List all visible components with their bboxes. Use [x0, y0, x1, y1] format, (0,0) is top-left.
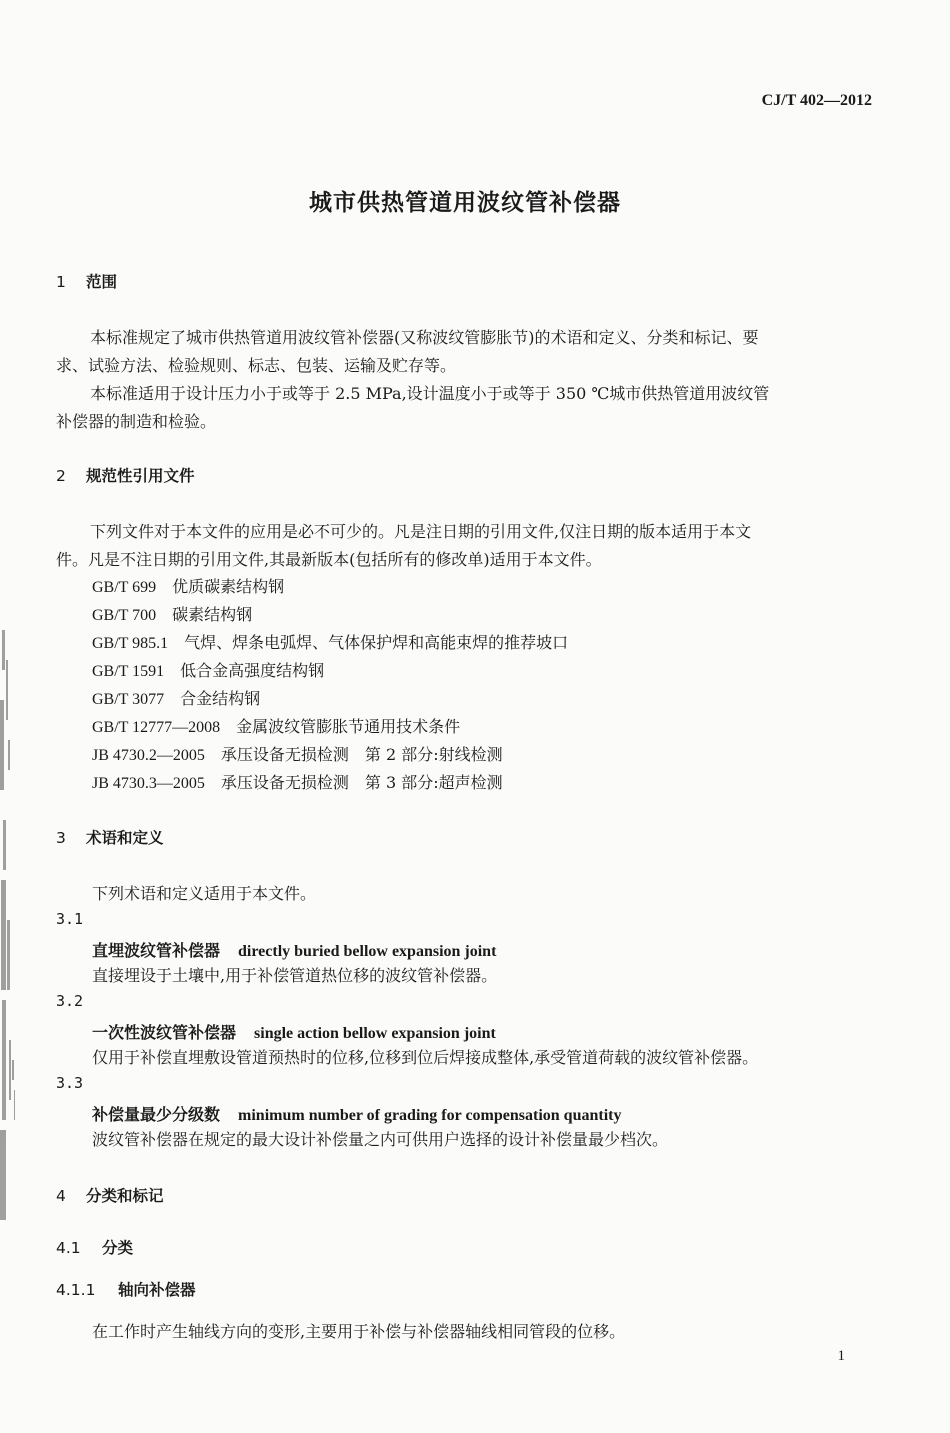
term-english: directly buried bellow expansion joint — [238, 943, 497, 960]
term-number: 3.1 — [56, 910, 84, 928]
reference-code: GB/T 12777—2008 — [92, 719, 221, 736]
term-definition: 波纹管补偿器在规定的最大设计补偿量之内可供用户选择的设计补偿量最少档次。 — [92, 1130, 669, 1149]
subsection-4-1-1-heading — [56, 1278, 196, 1300]
section-1-heading — [56, 270, 117, 292]
section-number: 3 — [56, 829, 66, 847]
paragraph-line: 本标准适用于设计压力小于或等于 2.5 MPa,设计温度小于或等于 350 ℃城市供热管道用波纹管 — [90, 384, 770, 403]
reference-code: JB 4730.3—2005 — [92, 775, 205, 792]
section-2-heading — [56, 464, 195, 486]
reference-code: GB/T 699 — [92, 579, 157, 596]
reference-name: 合金结构钢 — [180, 689, 261, 708]
paragraph-line: 补偿器的制造和检验。 — [56, 412, 217, 431]
reference-item — [92, 686, 260, 709]
term-english: minimum number of grading for compensation quantity — [238, 1107, 622, 1124]
reference-item — [92, 714, 460, 737]
section-number: 1 — [56, 273, 66, 291]
term-entry — [92, 938, 496, 961]
section-title: 范围 — [86, 273, 118, 291]
subsection-title: 分类 — [102, 1239, 134, 1257]
paragraph-line: 件。凡是不注日期的引用文件,其最新版本(包括所有的修改单)适用于本文件。 — [56, 550, 602, 569]
term-number: 3.2 — [56, 992, 84, 1010]
term-entry — [92, 1102, 621, 1125]
reference-code: GB/T 1591 — [92, 663, 165, 680]
term-chinese: 直埋波纹管补偿器 — [92, 941, 221, 960]
reference-item — [92, 574, 284, 597]
reference-item — [92, 658, 324, 681]
reference-code: JB 4730.2—2005 — [92, 747, 205, 764]
section-title: 术语和定义 — [86, 829, 164, 847]
term-chinese: 补偿量最少分级数 — [92, 1105, 221, 1124]
term-definition: 仅用于补偿直埋敷设管道预热时的位移,位移到位后焊接成整体,承受管道荷载的波纹管补偿器。 — [92, 1048, 759, 1067]
paragraph-line: 下列文件对于本文件的应用是必不可少的。凡是注日期的引用文件,仅注日期的版本适用于本文 — [90, 522, 752, 541]
reference-item — [92, 742, 503, 765]
reference-item — [92, 602, 252, 625]
reference-name: 承压设备无损检测 第 2 部分:射线检测 — [220, 745, 503, 764]
subsection-number: 4.1.1 — [56, 1281, 96, 1299]
subsection-number: 4.1 — [56, 1239, 81, 1257]
term-number: 3.3 — [56, 1074, 84, 1092]
section-number: 2 — [56, 467, 66, 485]
reference-code: GB/T 700 — [92, 607, 157, 624]
term-definition: 直接埋设于土壤中,用于补偿管道热位移的波纹管补偿器。 — [92, 966, 498, 985]
reference-item — [92, 770, 503, 793]
subsection-title: 轴向补偿器 — [118, 1281, 196, 1299]
paragraph-line: 本标准规定了城市供热管道用波纹管补偿器(又称波纹管膨胀节)的术语和定义、分类和标记、要 — [90, 328, 759, 347]
page-number: 1 — [837, 1348, 845, 1364]
standard-number: CJ/T 402—2012 — [761, 92, 872, 109]
paragraph-line: 下列术语和定义适用于本文件。 — [92, 884, 317, 903]
term-english: single action bellow expansion joint — [254, 1025, 496, 1042]
reference-name: 承压设备无损检测 第 3 部分:超声检测 — [220, 773, 503, 792]
reference-name: 金属波纹管膨胀节通用技术条件 — [236, 717, 461, 736]
subsection-4-1-heading — [56, 1236, 133, 1258]
reference-name: 低合金高强度结构钢 — [180, 661, 325, 680]
section-3-heading — [56, 826, 164, 848]
reference-name: 气焊、焊条电弧焊、气体保护焊和高能束焊的推荐坡口 — [184, 633, 569, 652]
section-title: 分类和标记 — [86, 1187, 164, 1205]
paragraph-line: 求、试验方法、检验规则、标志、包装、运输及贮存等。 — [56, 356, 457, 375]
reference-item — [92, 630, 568, 653]
reference-name: 优质碳素结构钢 — [172, 577, 285, 596]
section-title: 规范性引用文件 — [86, 467, 195, 485]
paragraph-line: 在工作时产生轴线方向的变形,主要用于补偿与补偿器轴线相同管段的位移。 — [92, 1322, 626, 1341]
section-number: 4 — [56, 1187, 66, 1205]
scan-noise-left-edge — [0, 620, 22, 1240]
term-entry — [92, 1020, 496, 1043]
document-title: 城市供热管道用波纹管补偿器 — [309, 190, 621, 216]
term-chinese: 一次性波纹管补偿器 — [92, 1023, 237, 1042]
reference-name: 碳素结构钢 — [172, 605, 253, 624]
reference-code: GB/T 3077 — [92, 691, 165, 708]
reference-code: GB/T 985.1 — [92, 635, 169, 652]
section-4-heading — [56, 1184, 164, 1206]
